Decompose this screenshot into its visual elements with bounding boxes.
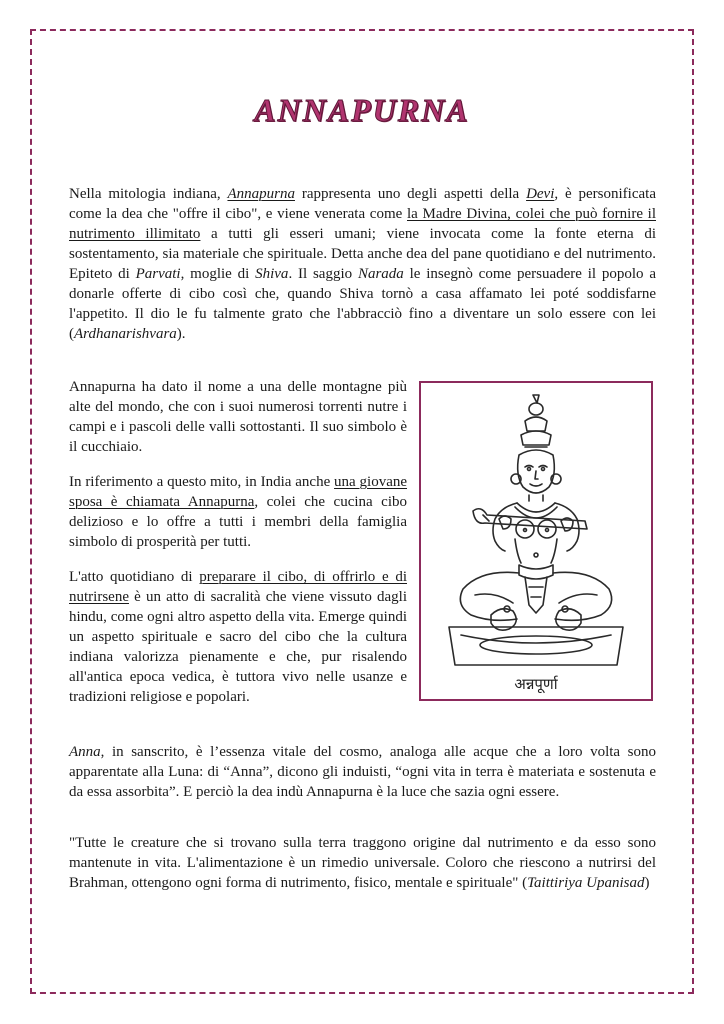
intro-text-8: ). [176, 326, 186, 342]
paragraph-daily-act [69, 567, 407, 707]
intro-text-2: rappresenta uno degli aspetti della [294, 186, 527, 202]
illustration-caption: अन्नपूर्णा [514, 675, 558, 693]
devi-term: Devi [526, 186, 555, 202]
ardhanarishvara-term: Ardhanarishvara [74, 326, 177, 342]
intro-text-5: , moglie di [180, 266, 256, 282]
daily-text-2: è un atto di sacralità che viene vissuto dagli hindu, come ogni altro aspetto della vita. Emerge quindi un aspetto spirituale e sacro del cibo che la cultura indiana valorizza pienamente e che, pur risalendo all'antica epoca vedica, è tuttora vivo nelle usanze e tradizioni religiose e popolari. [69, 589, 407, 705]
annapurna-term: Annapurna [227, 186, 295, 202]
paragraph-quote [69, 833, 656, 893]
quote-source: Taittiriya Upanisad [527, 875, 645, 891]
page-title: ANNAPURNA [254, 92, 470, 128]
paragraph-mountain: Annapurna ha dato il nome a una delle montagne più alte del mondo, che con i suoi numerosi torrenti nutre i campi e i pascoli delle valli sottostanti. Il suo simbolo è il cucchiaio. [69, 379, 407, 455]
bride-text-1: In riferimento a questo mito, in India anche [69, 474, 335, 490]
intro-text-3: , è personificata come la dea che "offre il cibo", e viene venerata come [69, 186, 656, 222]
intro-text-7: le insegnò come persuadere il popolo a donarle offerte di cibo così che, quando Shiva tornò a casa affamato lei poté soddisfarne l'appetito. Il dio le fu talmente grato che l'abbracciò fino a diventare un solo essere con lei ( [69, 266, 657, 342]
madre-divina-phrase: la Madre Divina, colei che può fornire il nutrimento illimitato [69, 206, 656, 242]
anna-term: Anna [69, 744, 101, 760]
quote-close: ) [644, 875, 650, 891]
prepare-food-phrase: preparare il cibo, di offrirlo e di nutrirsene [69, 569, 407, 605]
goddess-drawing [421, 383, 651, 699]
paragraph-bride [69, 472, 407, 552]
paragraph-anna [69, 742, 656, 802]
intro-text-1: Nella mitologia indiana, [69, 186, 228, 202]
daily-text-1: L'atto quotidiano di [69, 569, 200, 585]
bride-phrase: una giovane sposa è chiamata Annapurna [69, 474, 408, 510]
paragraph-intro [69, 184, 656, 344]
annapurna-illustration [419, 381, 653, 701]
anna-text: , in sanscrito, è l’essenza vitale del cosmo, analoga alle acque che a loro volta sono apparentate alla Luna: di “Anna”, dicono gli induisti, “ogni vita in terra è materiata e sostenuta e da essa assorbita”. E perciò la dea indù Annapurna è la luce che sazia ogni essere. [69, 744, 656, 800]
intro-text-4: a tutti gli esseri umani; viene invocata come la fonte eterna di sostentamento, sia materiale che spirituale. Detta anche dea del pane quotidiano e del nutrimento. Epiteto di [69, 226, 656, 282]
shiva-term: Shiva [255, 266, 289, 282]
intro-text-6: . Il saggio [288, 266, 358, 282]
narada-term: Narada [357, 266, 404, 282]
parvati-term: Parvati [135, 266, 181, 282]
bride-text-2: , colei che cucina cibo delizioso e lo offre a tutti i membri della famiglia simbolo di prosperità per tutti. [69, 494, 407, 550]
quote-text: "Tutte le creature che si trovano sulla terra traggono origine dal nutrimento e da esso sono mantenute in vita. L'alimentazione è un rimedio universale. Coloro che riescono a nutrirsi del Brahman, ottengono ogni forma di nutrimento, fisico, mentale e spirituale" ( [69, 835, 656, 891]
